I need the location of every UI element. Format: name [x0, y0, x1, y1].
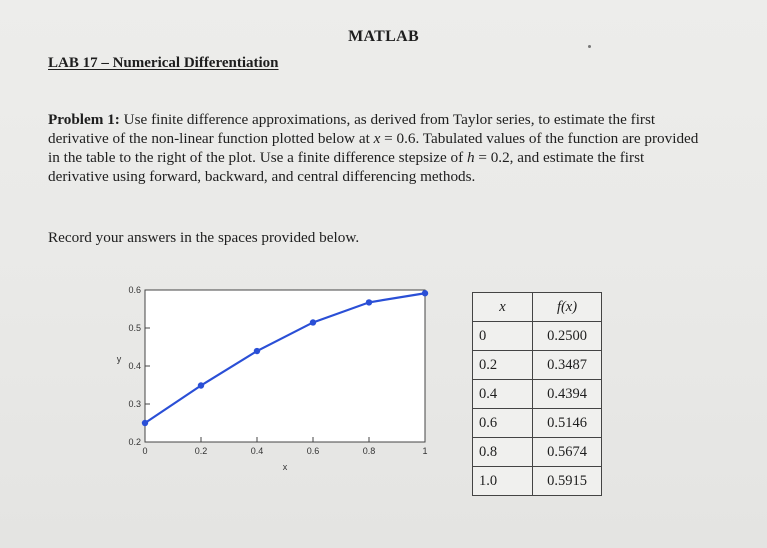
y-tick-label: 0.4 [128, 361, 141, 371]
problem-statement [48, 110, 708, 186]
table-row [473, 380, 602, 409]
x-tick-label: 0.6 [306, 446, 320, 456]
table-cell-fx: 0.5674 [533, 438, 602, 467]
data-point [310, 319, 316, 325]
problem-text-e: = 0.2, and estimate the first derivative using forward, backward, and central differencing methods. [48, 149, 645, 185]
y-tick-label: 0.6 [128, 285, 141, 295]
page-speck [588, 45, 591, 48]
table-cell-x: 0 [473, 322, 533, 351]
x-tick-label: 0.8 [362, 446, 376, 456]
table-cell-x: 1.0 [473, 467, 533, 496]
problem-text-a: Use finite difference approximations, as derived from Taylor series, to estimate the first derivative of the non-linear function plotted below at [48, 111, 656, 147]
data-point [254, 348, 260, 354]
table-cell-fx: 0.3487 [533, 351, 602, 380]
table-header-row [473, 293, 602, 322]
table-row [473, 409, 602, 438]
x-tick-label: 0 [142, 446, 148, 456]
plot-area [145, 290, 425, 442]
problem-text-c: = 0.6. Tabulated values of the function are provided in the table to the right of the plot. Use a finite difference stepsize of [48, 130, 699, 166]
table-cell-fx: 0.2500 [533, 322, 602, 351]
data-point [422, 290, 428, 296]
table-cell-fx: 0.5146 [533, 409, 602, 438]
x-tick-label: 0.4 [250, 446, 264, 456]
problem-text-h: h [466, 149, 475, 166]
table-row [473, 322, 602, 351]
data-point [142, 420, 148, 426]
table-row [473, 467, 602, 496]
table-cell-x: 0.2 [473, 351, 533, 380]
data-point [366, 299, 372, 305]
x-tick-label: 0.2 [194, 446, 208, 456]
table-cell-x: 0.8 [473, 438, 533, 467]
function-values-table [472, 292, 602, 496]
problem-text-x: x [373, 130, 381, 147]
x-axis-label: x [282, 462, 288, 472]
table-row [473, 351, 602, 380]
table-header-fx: f(x) [533, 293, 602, 322]
record-instruction: Record your answers in the spaces provided below. [48, 229, 360, 246]
y-tick-label: 0.5 [128, 323, 141, 333]
table-cell-x: 0.4 [473, 380, 533, 409]
function-plot [105, 270, 435, 480]
y-axis-label: y [116, 354, 122, 364]
lab-title: LAB 17 – Numerical Differentiation [48, 55, 279, 71]
course-title: MATLAB [348, 28, 419, 45]
y-tick-label: 0.3 [128, 399, 141, 409]
problem-label: Problem 1: [48, 111, 120, 128]
table-cell-fx: 0.4394 [533, 380, 602, 409]
x-tick-label: 1 [422, 446, 428, 456]
y-tick-label: 0.2 [128, 437, 141, 447]
table-cell-fx: 0.5915 [533, 467, 602, 496]
data-point [198, 382, 204, 388]
table-row [473, 438, 602, 467]
table-header-x: x [473, 293, 533, 322]
table-cell-x: 0.6 [473, 409, 533, 438]
